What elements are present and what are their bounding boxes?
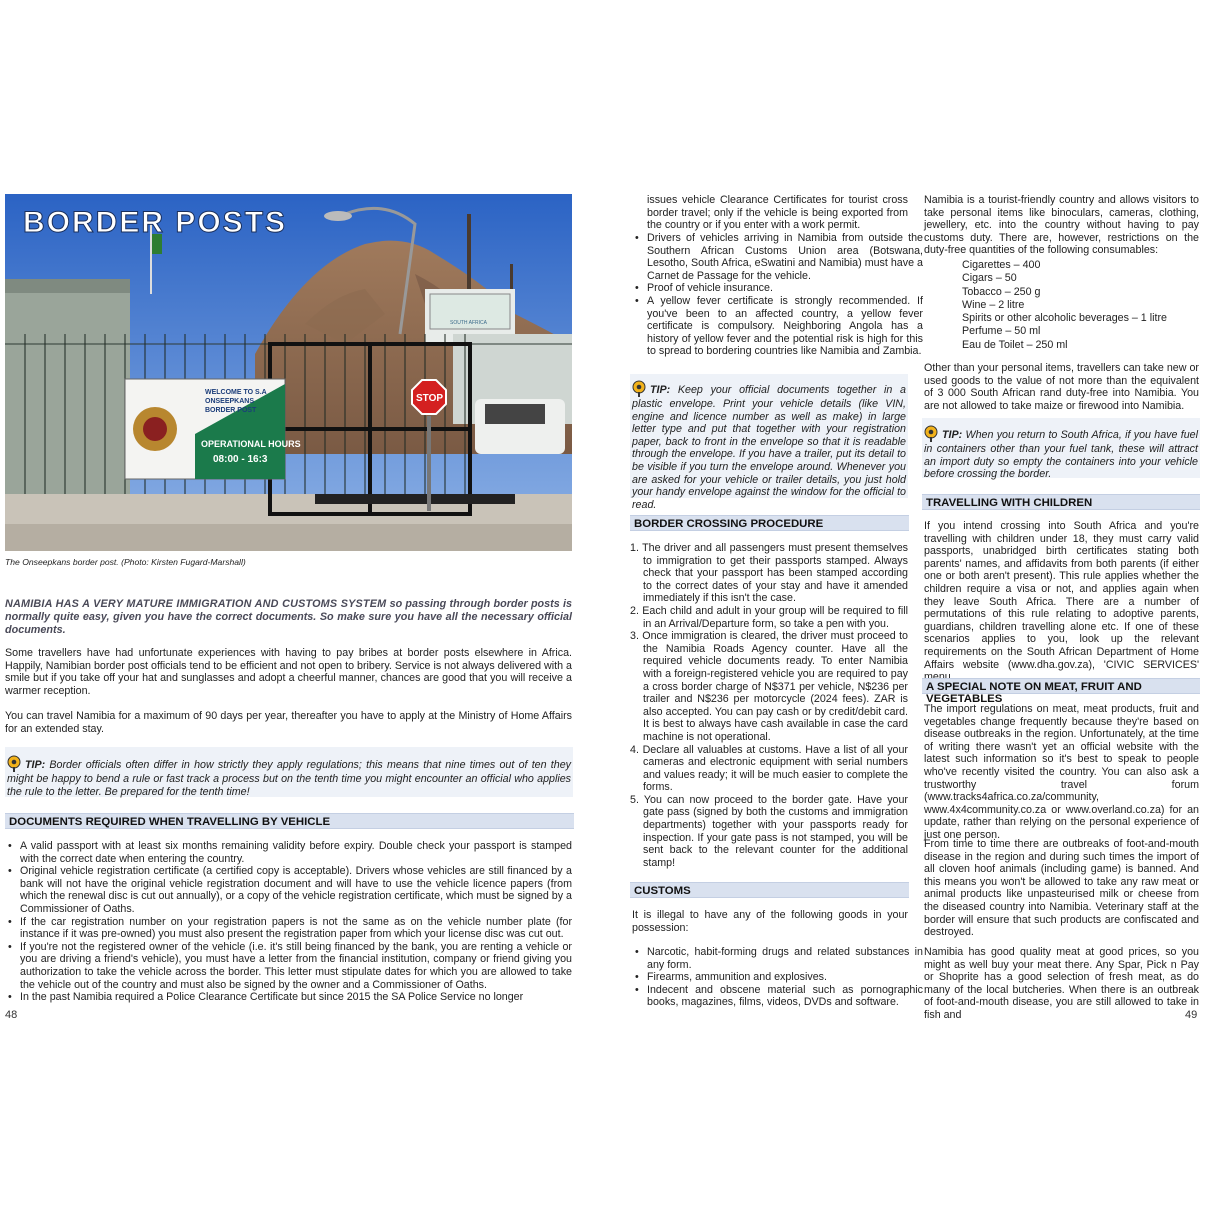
sign-line-1: WELCOME TO S.A (205, 389, 267, 396)
photo-title: BORDER POSTS (23, 206, 288, 239)
stop-sign-text: STOP (416, 393, 444, 404)
tip-text-block (630, 374, 908, 511)
tip-text-block (5, 747, 573, 798)
lead-paragraph (5, 598, 572, 636)
list-item: • If you're not the registered owner of the vehicle (i.e. it's still being financed by the bank, you are renting a vehicle or you are driving a friend's vehicle), you must have a letter from the financial institution, company or friend giving you authorization to take the vehicle across the border. This letter must stipulate dates for which you are allowed to take the vehicle out of the country and must also be signed by the owner and a Commissioner of Oaths. (20, 941, 572, 991)
tip-text: When you return to South Africa, if you have fuel in containers other than your fuel tank, these will attract an import duty so empty the containers into your vehicle before crossing the border. (924, 429, 1198, 481)
tip-icon (924, 425, 938, 443)
tip-text-block (922, 418, 1200, 481)
list-item: • A valid passport with at least six months remaining validity before expiry. Double check your passport is stamped with the correct date when entering the country. (20, 840, 572, 865)
tip-text: Keep your official documents together in a plastic envelope. Print your vehicle details (like VIN, engine and licence number as well as make) in large letter type and put that together with your registration paper, back to front in the envelope so that it is readable through the envelope. If you have a trailer, put its detail to be visible if you turn the envelope around. Whenever you are asked for your vehicle or trailer details, you just hold your handy envelope against the window for the official to read. (632, 384, 906, 511)
tip-box-documents-envelope (630, 374, 908, 511)
page-number-right: 49 (1185, 1009, 1198, 1021)
bribes-paragraph: Some travellers have had unfortunate experiences with having to pay bribes at border posts elsewhere in Africa. Happily, Namibian border post officials tend to be efficient and not open to bribery. Service is not always delivered with a smile but if you take off your hat and sunglasses and adopt a cheerful manner, chances are good that you will receive a warmer reception. (5, 647, 572, 697)
list-item: • Drivers of vehicles arriving in Namibia from outside the Southern African Customs Union area (Botswana, Lesotho, South Africa, eSwatini and Namibia) must have a Carnet de Passage for the vehicle. (647, 232, 923, 282)
meat-paragraph-3: Namibia has good quality meat at good prices, so you might as well buy your meat there. Any Spar, Pick n Pay or Shoprite has a good selection of fresh meat, as do many of the local butcheries. When there is an outbreak of foot-and-mouth disease, you are still allowed to take in fish and (924, 946, 1199, 1021)
sign-hours: 08:00 - 16:3 (213, 454, 268, 465)
list-item: 3. Once immigration is cleared, the driver must proceed to the Namibia Roads Agency counter. Have all the required vehicle documents ready. To enter Namibia with a foreign-registered vehicle you are required to pay a cross border charge of N$371 per vehicle, N$236 per trailer and N$236 per motorcycle (2024 fees). ZAR is also accepted. You can pay cash or by credit/debit card. It is best to always have cash available in case the card machine is not operational. (630, 630, 908, 743)
lead-caps: NAMIBIA HAS A VERY MATURE IMMIGRATION AND CUSTOMS SYSTEM (5, 598, 387, 610)
list-item: • Proof of vehicle insurance. (647, 282, 923, 295)
list-item: • In the past Namibia required a Police Clearance Certificate but since 2015 the SA Police Service no longer (20, 991, 572, 1004)
list-item: • Indecent and obscene material such as pornographic books, magazines, films, videos, DVDs and software. (647, 984, 923, 1009)
list-item: Cigars – 50 (962, 272, 1017, 285)
sign-hours-label: OPERATIONAL HOURS (201, 439, 301, 449)
list-item: 2. Each child and adult in your group will be required to fill in an Arrival/Departure form, so take a pen with you. (630, 604, 908, 630)
vehicle-clearance-continued: issues vehicle Clearance Certificates for tourist cross border travel; only if the vehicle is being exported from the country or if you enter with a work permit. (647, 194, 908, 232)
list-item: • A yellow fever certificate is strongly recommended. If you've been to an affected country, a yellow fever certificate is compulsory. Neighboring Angola has a history of yellow fever and the potential risk is high for this to spread to bordering countries like Namibia and Zambia. (647, 295, 923, 358)
vehicle-requirements-list (632, 232, 923, 358)
stay-paragraph: You can travel Namibia for a maximum of 90 days per year, thereafter you have to apply at the Ministry of Home Affairs for an extended stay. (5, 710, 572, 735)
heading-documents-required: DOCUMENTS REQUIRED WHEN TRAVELLING BY VEHICLE (5, 813, 574, 829)
tip-text: Border officials often differ in how strictly they apply regulations; this means that nine times out of ten they might be happy to bend a rule or fast track a process but on the tenth time you might encounter an official who applies the rule to the letter. Be prepared for the tenth time! (7, 759, 571, 798)
customs-list (632, 946, 923, 1009)
photo-caption: The Onseepkans border post. (Photo: Kirsten Fugard-Marshall) (5, 557, 246, 567)
sign-line-2: ONSEEPKANS (205, 398, 255, 405)
tip-box-fuel (922, 418, 1200, 481)
documents-list (5, 840, 572, 1004)
tip-icon (7, 755, 21, 773)
list-item: Eau de Toilet – 250 ml (962, 338, 1068, 351)
tourist-friendly-paragraph: Namibia is a tourist-friendly country and allows visitors to take personal items like binoculars, cameras, clothing, jewellery, etc. into the country without having to pay customs duty. There are, however, restrictions on the duty-free quantities of the following consumables: (924, 194, 1199, 257)
goods-value-paragraph: Other than your personal items, travellers can take new or used goods to the value of not more than the equivalent of 3 000 South African rand duty-free into Namibia. You are not allowed to take maize or firewood into Namibia. (924, 362, 1199, 412)
list-item: Tobacco – 250 g (962, 285, 1041, 298)
heading-border-crossing: BORDER CROSSING PROCEDURE (630, 515, 909, 531)
list-item: 5. You can now proceed to the border gate. Have your gate pass (signed by both the customs and immigration departments) together with your passports ready for inspection. If your gate pass is not stamped, you will be sent back to the relevant counter for the additional stamp! (630, 793, 908, 869)
list-item: Spirits or other alcoholic beverages – 1 litre (962, 312, 1167, 325)
border-post-photo (5, 194, 572, 551)
tip-box-border-officials (5, 747, 573, 797)
tip-icon (632, 380, 646, 398)
meat-paragraph-1: The import regulations on meat, meat products, fruit and vegetables change frequently because they're based on disease outbreaks in the region. Unfortunately, at the time of writing there wasn't yet an official website with the latest such information so it's best to speak to people who've recently visited the country. You can also ask a trustworthy travel forum (www.tracks4africa.co.za/community, www.4x4community.co.za or www.overland.co.za) for an update, rather than relying on the personal experience of just one person. (924, 703, 1199, 841)
list-item: Cigarettes – 400 (962, 259, 1041, 271)
list-item: • Narcotic, habit-forming drugs and related substances in any form. (647, 946, 923, 971)
heading-travelling-children: TRAVELLING WITH CHILDREN (922, 494, 1200, 510)
tip-label: TIP: (25, 759, 46, 771)
heading-meat-fruit-veg: A SPECIAL NOTE ON MEAT, FRUIT AND VEGETABLES (922, 678, 1200, 694)
list-item: Wine – 2 litre (962, 298, 1025, 311)
tip-label: TIP: (650, 384, 671, 396)
sign-line-3: BORDER POST (205, 407, 257, 414)
customs-intro: It is illegal to have any of the following goods in your possession: (632, 909, 908, 934)
list-item: 4. Declare all valuables at customs. Have a list of all your cameras and electronic equipment with serial numbers and values ready; it will be much easier to complete the forms. (630, 743, 908, 794)
list-item: Perfume – 50 ml (962, 325, 1041, 338)
list-item: • Firearms, ammunition and explosives. (647, 971, 923, 984)
small-sign-text: SOUTH AFRICA (450, 320, 487, 326)
consumables-list (924, 259, 1214, 352)
tip-label: TIP: (942, 429, 963, 441)
list-item: 1. The driver and all passengers must present themselves to immigration to get their passports stamped. Always check that your passport has been stamped according to the correct dates of your stay and have it amended immediately if this isn't the case. (630, 542, 908, 605)
list-item: • Original vehicle registration certificate (a certified copy is acceptable). Drivers whose vehicles are still financed by a bank will not have the original vehicle registration document and will have to use the vehicle licence papers (from which the renewal disc is cut out annually), or a copy of the vehicle registration certificate, which must be signed by a Commissioner of Oaths. (20, 865, 572, 915)
meat-paragraph-2: From time to time there are outbreaks of foot-and-mouth disease in the region and during such times the import of all cloven hoof animals (including game) is banned. And this means you won't be allowed to take any raw meat or animal products like unpasteurised milk or cheese from the diseased country into Namibia. Veterinary staff at the border will ensure that such products are confiscated and destroyed. (924, 838, 1199, 939)
list-item: • If the car registration number on your registration papers is not the same as on the vehicle number plate (for instance if it was pre-owned) you must also present the registration paper from which your license disc was cut out. (20, 916, 572, 941)
page-number-left: 48 (5, 1009, 18, 1021)
border-steps-list (630, 542, 908, 869)
children-paragraph: If you intend crossing into South Africa and you're travelling with children under 18, they must carry valid passports, unabridged birth certificates stating both parents' names, and affidavits from both parents (if either one or both aren't present). This rule applies whether the children require a visa or not, and applies again when they leave South Africa. There are a number of permutations of this rule relating to adoptive parents, guardians, children travelling alone etc. If one of these scenarios applies to you, look up the relevant requirements on the South African Department of Home Affairs website (www.dha.gov.za), 'CIVIC SERVICES' (924, 520, 1199, 671)
heading-customs: CUSTOMS (630, 882, 909, 898)
lead-rest: so passing through border posts is normally quite easy, given you have the correct documents. So make sure you have all the necessary official documents. (5, 598, 572, 636)
